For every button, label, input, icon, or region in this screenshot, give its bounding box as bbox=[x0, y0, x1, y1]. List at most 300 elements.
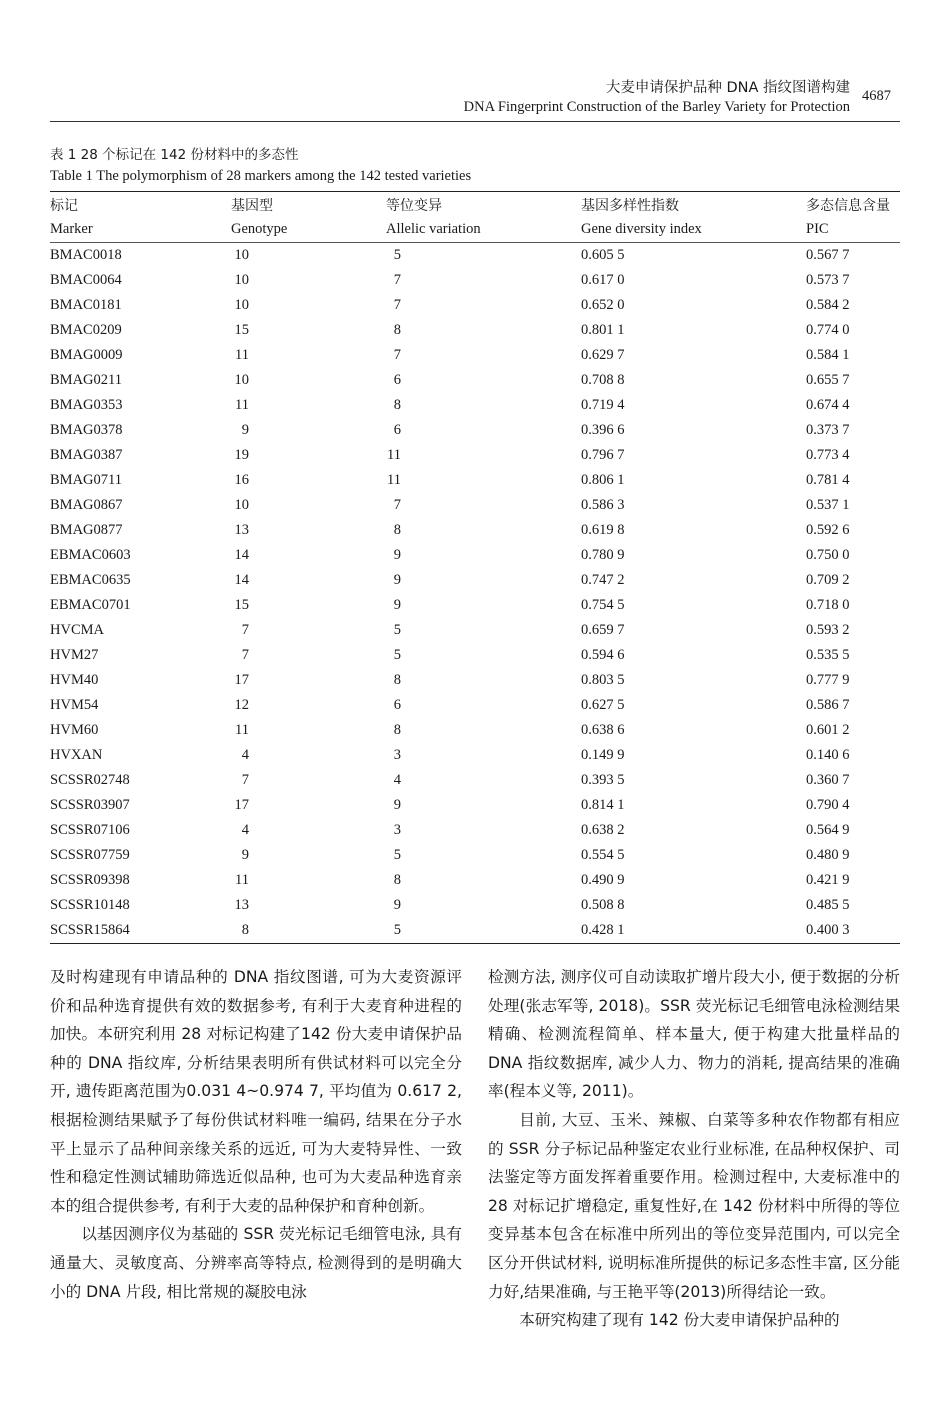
allelic-variation-cell bbox=[386, 793, 581, 818]
gene-diversity-cell-text: 0.508 8 bbox=[581, 897, 625, 913]
marker-cell-text: SCSSR07106 bbox=[50, 822, 130, 838]
genotype-cell bbox=[231, 543, 386, 568]
table-row bbox=[50, 593, 900, 618]
paragraph-conclusion bbox=[488, 1306, 900, 1335]
allelic-variation-cell-text: 8 bbox=[393, 522, 401, 538]
table-row bbox=[50, 518, 900, 543]
gene-diversity-cell bbox=[581, 593, 806, 618]
pic-cell bbox=[806, 718, 900, 743]
marker-cell-text: BMAG0378 bbox=[50, 422, 123, 438]
pic-cell bbox=[806, 568, 900, 593]
allelic-variation-cell bbox=[386, 393, 581, 418]
table-row bbox=[50, 693, 900, 718]
allelic-variation-cell bbox=[386, 468, 581, 493]
genotype-cell bbox=[231, 518, 386, 543]
pic-cell-text: 0.373 7 bbox=[806, 422, 850, 438]
allelic-variation-cell bbox=[386, 693, 581, 718]
genotype-cell-text: 14 bbox=[234, 547, 249, 563]
text-line: 于构建大批量样品的 DNA 指纹数据库, 减少人力、 bbox=[488, 1025, 900, 1072]
gene-diversity-cell bbox=[581, 668, 806, 693]
allelic-variation-cell-text: 8 bbox=[393, 722, 401, 738]
marker-cell bbox=[50, 868, 231, 893]
allelic-variation-cell bbox=[386, 893, 581, 918]
text-line: 到的是明确大小的 DNA 片段, 相比常规的凝胶电泳 bbox=[50, 1253, 462, 1301]
pic-cell-text: 0.750 0 bbox=[806, 547, 850, 563]
col-header-marker-en: Marker bbox=[50, 221, 93, 237]
allelic-variation-cell-text: 7 bbox=[393, 347, 401, 363]
marker-cell bbox=[50, 893, 231, 918]
genotype-cell-text: 7 bbox=[241, 622, 249, 638]
genotype-cell bbox=[231, 643, 386, 668]
pic-cell bbox=[806, 418, 900, 443]
genotype-cell-text: 14 bbox=[234, 572, 249, 588]
col-header-allelic-en: Allelic variation bbox=[386, 221, 481, 237]
marker-cell-text: SCSSR07759 bbox=[50, 847, 130, 863]
pic-cell bbox=[806, 518, 900, 543]
pic-cell bbox=[806, 443, 900, 468]
allelic-variation-cell-text: 11 bbox=[387, 472, 401, 488]
pic-cell bbox=[806, 893, 900, 918]
marker-cell bbox=[50, 268, 231, 293]
genotype-cell bbox=[231, 793, 386, 818]
table-row bbox=[50, 768, 900, 793]
allelic-variation-cell bbox=[386, 493, 581, 518]
pic-cell-text: 0.592 6 bbox=[806, 522, 850, 538]
pic-cell-text: 0.567 7 bbox=[806, 247, 850, 263]
marker-cell bbox=[50, 618, 231, 643]
allelic-variation-cell bbox=[386, 593, 581, 618]
text-line: 检测方法, 测序仪可自动读取扩增片段大小, 便于数 bbox=[488, 968, 838, 986]
pic-cell-text: 0.573 7 bbox=[806, 272, 850, 288]
gene-diversity-cell bbox=[581, 493, 806, 518]
text-line: 护和育种创新。 bbox=[325, 1196, 435, 1215]
marker-cell bbox=[50, 818, 231, 843]
pic-cell-text: 0.774 0 bbox=[806, 322, 850, 338]
gene-diversity-cell bbox=[581, 718, 806, 743]
genotype-cell bbox=[231, 743, 386, 768]
genotype-cell-text: 11 bbox=[235, 347, 249, 363]
pic-cell-text: 0.140 6 bbox=[806, 747, 850, 763]
genotype-cell-text: 11 bbox=[235, 397, 249, 413]
text-line: 结果准确, 与王艳平等(2013)所得结论一致。 bbox=[524, 1282, 836, 1301]
gene-diversity-cell-text: 0.747 2 bbox=[581, 572, 625, 588]
allelic-variation-cell bbox=[386, 643, 581, 668]
genotype-cell-text: 16 bbox=[234, 472, 249, 488]
text-line: 所列出的等位变异范围内, 可以完全区分开供试材 bbox=[488, 1225, 900, 1272]
marker-cell bbox=[50, 568, 231, 593]
gene-diversity-cell-text: 0.803 5 bbox=[581, 672, 625, 688]
paragraph-continued bbox=[50, 963, 462, 1220]
pic-cell-text: 0.537 1 bbox=[806, 497, 850, 513]
pic-cell-text: 0.655 7 bbox=[806, 372, 850, 388]
col-header-pic-cn: 多态信息含量 bbox=[806, 197, 890, 214]
allelic-variation-cell bbox=[386, 918, 581, 944]
allelic-variation-cell-text: 8 bbox=[393, 672, 401, 688]
col-header-marker-cn: 标记 bbox=[50, 197, 78, 214]
allelic-variation-cell-text: 6 bbox=[393, 372, 401, 388]
genotype-cell-text: 9 bbox=[241, 847, 249, 863]
pic-cell-text: 0.781 4 bbox=[806, 472, 850, 488]
text-line: 在 142 份材料中所得的等位变异基本包含在标准中 bbox=[488, 1196, 900, 1244]
genotype-cell bbox=[231, 593, 386, 618]
pic-cell bbox=[806, 768, 900, 793]
allelic-variation-cell-text: 7 bbox=[393, 297, 401, 313]
col-header-genotype-en: Genotype bbox=[231, 221, 288, 237]
allelic-variation-cell bbox=[386, 443, 581, 468]
pic-cell bbox=[806, 693, 900, 718]
marker-cell bbox=[50, 343, 231, 368]
body-column-left bbox=[50, 963, 462, 1306]
table-row bbox=[50, 293, 900, 318]
genotype-cell-text: 7 bbox=[241, 772, 249, 788]
gene-diversity-cell bbox=[581, 693, 806, 718]
genotype-cell bbox=[231, 568, 386, 593]
allelic-variation-cell bbox=[386, 518, 581, 543]
marker-cell bbox=[50, 743, 231, 768]
marker-cell-text: HVM54 bbox=[50, 697, 99, 713]
table-row bbox=[50, 668, 900, 693]
table-row bbox=[50, 718, 900, 743]
genotype-cell bbox=[231, 268, 386, 293]
allelic-variation-cell-text: 3 bbox=[393, 747, 401, 763]
pic-cell bbox=[806, 243, 900, 269]
table-row bbox=[50, 793, 900, 818]
marker-cell bbox=[50, 493, 231, 518]
genotype-cell bbox=[231, 493, 386, 518]
allelic-variation-cell bbox=[386, 268, 581, 293]
genotype-cell bbox=[231, 318, 386, 343]
table-row bbox=[50, 493, 900, 518]
text-line: 相应的 SSR 分子标记品种鉴定农业行业标准, 在品 bbox=[488, 1110, 900, 1158]
pic-cell-text: 0.674 4 bbox=[806, 397, 850, 413]
text-line: 示了品种间亲缘关系的远近, 可为大麦特异性、一致 bbox=[98, 1139, 462, 1158]
marker-cell-text: SCSSR15864 bbox=[50, 922, 130, 938]
text-line: 及时构建现有申请品种的 DNA 指纹图谱, 可为大麦 bbox=[50, 968, 414, 986]
text-line: 物力的消耗, 提高结果的准确率(程本义等, 2011)。 bbox=[488, 1053, 900, 1101]
allelic-variation-cell bbox=[386, 743, 581, 768]
marker-cell-text: HVCMA bbox=[50, 622, 104, 638]
marker-cell bbox=[50, 393, 231, 418]
text-line: 予了每份供试材料唯一编码, 结果在分子水平上显 bbox=[50, 1110, 462, 1158]
gene-diversity-cell-text: 0.780 9 bbox=[581, 547, 625, 563]
allelic-variation-cell-text: 4 bbox=[393, 772, 401, 788]
pic-cell-text: 0.360 7 bbox=[806, 772, 850, 788]
marker-cell bbox=[50, 918, 231, 944]
paragraph-continued-right bbox=[488, 963, 900, 1106]
gene-diversity-cell-text: 0.594 6 bbox=[581, 647, 625, 663]
pic-cell bbox=[806, 343, 900, 368]
allelic-variation-cell-text: 8 bbox=[393, 322, 401, 338]
gene-diversity-cell-text: 0.708 8 bbox=[581, 372, 625, 388]
genotype-cell-text: 19 bbox=[234, 447, 249, 463]
allelic-variation-cell bbox=[386, 618, 581, 643]
marker-cell bbox=[50, 468, 231, 493]
gene-diversity-cell bbox=[581, 643, 806, 668]
allelic-variation-cell-text: 8 bbox=[393, 872, 401, 888]
genotype-cell-text: 12 bbox=[234, 697, 249, 713]
text-line: 管电泳检测结果精确、检测流程简单、样本量大, 便 bbox=[488, 996, 900, 1044]
pic-cell bbox=[806, 493, 900, 518]
pic-cell-text: 0.601 2 bbox=[806, 722, 850, 738]
pic-cell-text: 0.777 9 bbox=[806, 672, 850, 688]
text-line: 资源评价和品种选育提供有效的数据参考, 有利于 bbox=[50, 968, 462, 1015]
col-header-gene-diversity-cn: 基因多样性指数 bbox=[581, 197, 679, 214]
marker-cell-text: HVM60 bbox=[50, 722, 99, 738]
text-line: 0.031 4~0.974 7, 平均值为 0.617 2, 根据检测结果赋 bbox=[50, 1082, 462, 1129]
table-row bbox=[50, 918, 900, 944]
text-line: 据的分析处理(张志军等, 2018)。SSR 荧光标记毛细 bbox=[488, 968, 900, 1015]
genotype-cell-text: 13 bbox=[234, 522, 249, 538]
gene-diversity-cell bbox=[581, 543, 806, 568]
allelic-variation-cell-text: 5 bbox=[393, 922, 401, 938]
allelic-variation-cell bbox=[386, 343, 581, 368]
allelic-variation-cell bbox=[386, 293, 581, 318]
marker-cell-text: BMAG0711 bbox=[50, 472, 122, 488]
gene-diversity-cell bbox=[581, 768, 806, 793]
gene-diversity-cell bbox=[581, 468, 806, 493]
allelic-variation-cell bbox=[386, 243, 581, 269]
text-line: 大麦育种进程的加快。本研究利用 28 对标记构建了 bbox=[50, 996, 462, 1044]
table-row bbox=[50, 468, 900, 493]
gene-diversity-cell-text: 0.586 3 bbox=[581, 497, 625, 513]
table-row bbox=[50, 268, 900, 293]
pic-cell bbox=[806, 668, 900, 693]
pic-cell-text: 0.593 2 bbox=[806, 622, 850, 638]
marker-cell-text: BMAG0387 bbox=[50, 447, 123, 463]
pic-cell bbox=[806, 293, 900, 318]
genotype-cell bbox=[231, 443, 386, 468]
col-header-genotype-cn: 基因型 bbox=[231, 197, 273, 214]
marker-cell-text: SCSSR02748 bbox=[50, 772, 130, 788]
text-line: 目前, 大豆、玉米、辣椒、白菜等多种农作物都有 bbox=[519, 1110, 869, 1129]
marker-cell-text: BMAC0018 bbox=[50, 247, 122, 263]
polymorphism-table bbox=[50, 191, 900, 944]
marker-cell-text: BMAG0211 bbox=[50, 372, 122, 388]
text-line: 程中, 大麦标准中的 28 对标记扩增稳定, 重复性好, bbox=[488, 1168, 900, 1215]
allelic-variation-cell-text: 5 bbox=[393, 247, 401, 263]
marker-cell-text: HVXAN bbox=[50, 747, 103, 763]
marker-cell bbox=[50, 768, 231, 793]
table-header-row-en bbox=[50, 217, 900, 243]
genotype-cell-text: 10 bbox=[234, 272, 249, 288]
genotype-cell-text: 10 bbox=[234, 497, 249, 513]
pic-cell bbox=[806, 593, 900, 618]
pic-cell bbox=[806, 543, 900, 568]
marker-cell-text: HVM40 bbox=[50, 672, 99, 688]
genotype-cell-text: 7 bbox=[241, 647, 249, 663]
pic-cell-text: 0.584 1 bbox=[806, 347, 850, 363]
table-row bbox=[50, 893, 900, 918]
gene-diversity-cell bbox=[581, 518, 806, 543]
genotype-cell bbox=[231, 868, 386, 893]
gene-diversity-cell-text: 0.627 5 bbox=[581, 697, 625, 713]
gene-diversity-cell bbox=[581, 393, 806, 418]
pic-cell bbox=[806, 743, 900, 768]
marker-cell bbox=[50, 293, 231, 318]
col-header-gene-diversity-en: Gene diversity index bbox=[581, 221, 702, 237]
genotype-cell bbox=[231, 718, 386, 743]
pic-cell bbox=[806, 643, 900, 668]
genotype-cell-text: 4 bbox=[241, 822, 249, 838]
gene-diversity-cell bbox=[581, 418, 806, 443]
table-row bbox=[50, 868, 900, 893]
marker-cell bbox=[50, 643, 231, 668]
text-line: 性和稳定性测试辅助筛选近似品种, 也可为大麦品 bbox=[50, 1168, 399, 1187]
gene-diversity-cell-text: 0.629 7 bbox=[581, 347, 625, 363]
pic-cell bbox=[806, 818, 900, 843]
gene-diversity-cell bbox=[581, 868, 806, 893]
gene-diversity-cell-text: 0.638 6 bbox=[581, 722, 625, 738]
marker-cell-text: BMAG0353 bbox=[50, 397, 123, 413]
paragraph-standards bbox=[488, 1106, 900, 1306]
pic-cell-text: 0.535 5 bbox=[806, 647, 850, 663]
text-line: 142 份大麦申请保护品种的 DNA 指纹库, 分析结果 bbox=[50, 1025, 462, 1072]
genotype-cell-text: 10 bbox=[234, 297, 249, 313]
gene-diversity-cell bbox=[581, 743, 806, 768]
marker-cell-text: HVM27 bbox=[50, 647, 99, 663]
gene-diversity-cell bbox=[581, 893, 806, 918]
allelic-variation-cell-text: 3 bbox=[393, 822, 401, 838]
genotype-cell-text: 17 bbox=[234, 797, 249, 813]
marker-cell-text: BMAG0009 bbox=[50, 347, 123, 363]
text-line: 种选育亲本的组合提供参考, 有利于大麦的品种保 bbox=[50, 1168, 462, 1215]
gene-diversity-cell-text: 0.619 8 bbox=[581, 522, 625, 538]
table-row bbox=[50, 443, 900, 468]
col-header-pic-en: PIC bbox=[806, 221, 829, 237]
pic-cell-text: 0.790 4 bbox=[806, 797, 850, 813]
running-header-title-cn: 大麦申请保护品种 DNA 指纹图谱构建 bbox=[605, 80, 850, 96]
marker-cell-text: EBMAC0701 bbox=[50, 597, 131, 613]
marker-cell bbox=[50, 368, 231, 393]
allelic-variation-cell bbox=[386, 818, 581, 843]
gene-diversity-cell bbox=[581, 618, 806, 643]
genotype-cell bbox=[231, 293, 386, 318]
marker-cell bbox=[50, 593, 231, 618]
pic-cell bbox=[806, 368, 900, 393]
genotype-cell bbox=[231, 618, 386, 643]
gene-diversity-cell bbox=[581, 793, 806, 818]
marker-cell-text: BMAG0877 bbox=[50, 522, 123, 538]
table-row bbox=[50, 643, 900, 668]
table-row bbox=[50, 618, 900, 643]
body-column-right bbox=[488, 963, 900, 1335]
allelic-variation-cell bbox=[386, 768, 581, 793]
table-row bbox=[50, 393, 900, 418]
marker-cell bbox=[50, 518, 231, 543]
gene-diversity-cell-text: 0.638 2 bbox=[581, 822, 625, 838]
table-row bbox=[50, 543, 900, 568]
marker-cell bbox=[50, 718, 231, 743]
gene-diversity-cell-text: 0.428 1 bbox=[581, 922, 625, 938]
genotype-cell bbox=[231, 393, 386, 418]
marker-cell-text: SCSSR10148 bbox=[50, 897, 130, 913]
marker-cell bbox=[50, 543, 231, 568]
genotype-cell bbox=[231, 368, 386, 393]
allelic-variation-cell bbox=[386, 668, 581, 693]
genotype-cell bbox=[231, 343, 386, 368]
table-row bbox=[50, 743, 900, 768]
allelic-variation-cell-text: 9 bbox=[393, 897, 401, 913]
genotype-cell bbox=[231, 668, 386, 693]
genotype-cell-text: 10 bbox=[234, 372, 249, 388]
pic-cell bbox=[806, 468, 900, 493]
gene-diversity-cell bbox=[581, 268, 806, 293]
genotype-cell-text: 15 bbox=[234, 322, 249, 338]
gene-diversity-cell bbox=[581, 293, 806, 318]
allelic-variation-cell bbox=[386, 368, 581, 393]
genotype-cell-text: 9 bbox=[241, 422, 249, 438]
genotype-cell bbox=[231, 693, 386, 718]
gene-diversity-cell-text: 0.659 7 bbox=[581, 622, 625, 638]
text-line: 泳, 具有通量大、灵敏度高、分辨率高等特点, 检测得 bbox=[50, 1225, 462, 1272]
pic-cell-text: 0.421 9 bbox=[806, 872, 850, 888]
text-line: 本研究构建了现有 142 份大麦申请保护品种的 bbox=[519, 1311, 840, 1330]
gene-diversity-cell bbox=[581, 443, 806, 468]
allelic-variation-cell bbox=[386, 543, 581, 568]
allelic-variation-cell bbox=[386, 568, 581, 593]
pic-cell-text: 0.709 2 bbox=[806, 572, 850, 588]
allelic-variation-cell-text: 7 bbox=[393, 272, 401, 288]
allelic-variation-cell-text: 9 bbox=[393, 797, 401, 813]
allelic-variation-cell bbox=[386, 418, 581, 443]
marker-cell-text: BMAC0064 bbox=[50, 272, 122, 288]
pic-cell bbox=[806, 268, 900, 293]
genotype-cell-text: 15 bbox=[234, 597, 249, 613]
gene-diversity-cell-text: 0.652 0 bbox=[581, 297, 625, 313]
genotype-cell bbox=[231, 243, 386, 269]
table-row bbox=[50, 243, 900, 269]
gene-diversity-cell bbox=[581, 343, 806, 368]
marker-cell-text: EBMAC0603 bbox=[50, 547, 131, 563]
pic-cell-text: 0.718 0 bbox=[806, 597, 850, 613]
genotype-cell bbox=[231, 818, 386, 843]
gene-diversity-cell-text: 0.617 0 bbox=[581, 272, 625, 288]
marker-cell bbox=[50, 843, 231, 868]
gene-diversity-cell bbox=[581, 318, 806, 343]
gene-diversity-cell-text: 0.719 4 bbox=[581, 397, 625, 413]
page-number: 4687 bbox=[862, 88, 891, 104]
gene-diversity-cell-text: 0.754 5 bbox=[581, 597, 625, 613]
genotype-cell-text: 11 bbox=[235, 872, 249, 888]
gene-diversity-cell bbox=[581, 243, 806, 269]
gene-diversity-cell bbox=[581, 818, 806, 843]
marker-cell bbox=[50, 693, 231, 718]
allelic-variation-cell-text: 5 bbox=[393, 847, 401, 863]
gene-diversity-cell-text: 0.806 1 bbox=[581, 472, 625, 488]
pic-cell-text: 0.584 2 bbox=[806, 297, 850, 313]
marker-cell-text: SCSSR03907 bbox=[50, 797, 130, 813]
genotype-cell-text: 8 bbox=[241, 922, 249, 938]
genotype-cell bbox=[231, 418, 386, 443]
gene-diversity-cell bbox=[581, 918, 806, 944]
table-row bbox=[50, 418, 900, 443]
allelic-variation-cell bbox=[386, 868, 581, 893]
pic-cell bbox=[806, 793, 900, 818]
marker-cell-text: BMAC0181 bbox=[50, 297, 122, 313]
marker-cell bbox=[50, 318, 231, 343]
allelic-variation-cell-text: 9 bbox=[393, 547, 401, 563]
table-row bbox=[50, 568, 900, 593]
pic-cell-text: 0.480 9 bbox=[806, 847, 850, 863]
table-row bbox=[50, 843, 900, 868]
genotype-cell bbox=[231, 918, 386, 944]
allelic-variation-cell-text: 5 bbox=[393, 622, 401, 638]
allelic-variation-cell-text: 6 bbox=[393, 697, 401, 713]
gene-diversity-cell-text: 0.801 1 bbox=[581, 322, 625, 338]
gene-diversity-cell bbox=[581, 843, 806, 868]
allelic-variation-cell-text: 11 bbox=[387, 447, 401, 463]
text-line: 料, 说明标准所提供的标记多态性丰富, 区分能力好, bbox=[488, 1253, 900, 1301]
